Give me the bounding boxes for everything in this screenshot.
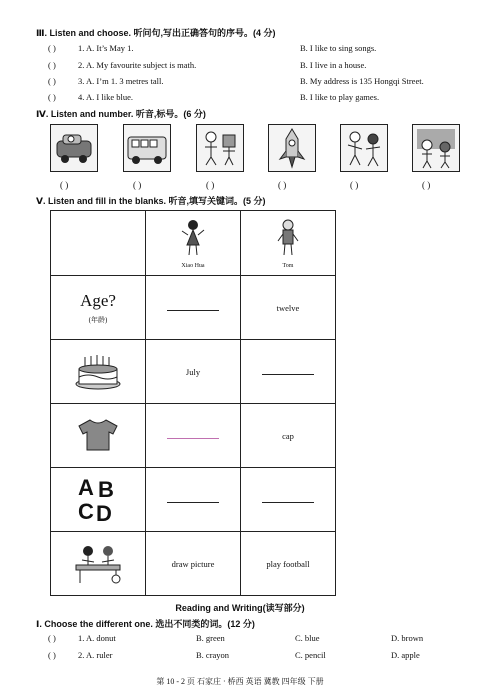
number-paren[interactable]: ( ) (206, 180, 215, 190)
answer-paren[interactable]: ( ) (48, 60, 56, 70)
option-a: 1. A. It’s May 1. (78, 43, 134, 53)
option-d: D. apple (391, 650, 420, 660)
answer-cell (241, 532, 336, 596)
blank-cell[interactable] (241, 340, 336, 404)
number-paren[interactable]: ( ) (278, 180, 287, 190)
blank-cell[interactable] (146, 468, 241, 532)
svg-text:B: B (98, 476, 114, 502)
blank-cell[interactable] (241, 468, 336, 532)
answer-paren[interactable]: ( ) (48, 43, 56, 53)
section-4-title: Ⅳ. Listen and number. 听音,标号。(6 分) (36, 109, 206, 119)
tom-header (241, 211, 336, 276)
tom-label: Tom (282, 263, 294, 269)
girl-icon (178, 217, 208, 261)
answer-cell (146, 340, 241, 404)
section-5-title: Ⅴ. Listen and fill in the blanks. 听音,填写关键词。(5 分) (36, 196, 266, 206)
blank-cell[interactable] (146, 404, 241, 468)
cell-text: draw picture (171, 558, 215, 569)
number-paren[interactable]: ( ) (350, 180, 359, 190)
section-3-title: Ⅲ. Listen and choose. 听问句,写出正确答句的序号。(4 分) (36, 28, 276, 38)
xiao-hua-label: Xiao Hua (181, 263, 205, 269)
svg-text:C: C (78, 498, 94, 524)
bus-picture (123, 124, 171, 172)
option-b: B. My address is 135 Hongqi Street. (300, 76, 424, 86)
option-b: B. crayon (196, 650, 230, 660)
cake-cell (51, 340, 146, 404)
option-b: B. green (196, 633, 225, 643)
section-1-title: Ⅰ. Choose the different one. 选出不同类的词。(12 分) (36, 619, 255, 629)
answer-paren[interactable]: ( ) (48, 76, 56, 86)
t-shirt-icon (75, 417, 121, 453)
answer-paren[interactable]: ( ) (48, 92, 56, 102)
cell-text: twelve (276, 302, 300, 313)
svg-text:D: D (96, 500, 112, 525)
cell-text: play football (266, 558, 310, 569)
blank-cell[interactable] (146, 276, 241, 340)
answer-blank[interactable] (262, 373, 314, 375)
svg-text:A: A (78, 474, 94, 500)
option-b: B. I live in a house. (300, 60, 367, 70)
number-paren[interactable]: ( ) (422, 180, 431, 190)
fill-in-table (50, 210, 336, 596)
age-sub-label: (年龄) (88, 315, 108, 324)
option-a: 2. A. ruler (78, 650, 113, 660)
birthday-cake-icon (73, 351, 123, 391)
option-d: D. brown (391, 633, 424, 643)
reading-writing-title: Reading and Writing(读写部分) (175, 603, 305, 613)
option-a: 1. A. donut (78, 633, 116, 643)
age-cell (51, 276, 146, 340)
children-picture (340, 124, 388, 172)
option-b: B. I like to play games. (300, 92, 380, 102)
answer-paren[interactable]: ( ) (48, 650, 56, 660)
car-picture (50, 124, 98, 172)
cell-text: cap (282, 430, 294, 441)
shirt-cell (51, 404, 146, 468)
option-b: B. I like to sing songs. (300, 43, 377, 53)
abcd-letters-icon (74, 473, 122, 525)
option-a: 2. A. My favourite subject is math. (78, 60, 197, 70)
option-c: C. pencil (295, 650, 326, 660)
kids-playing-icon (72, 541, 124, 585)
kids-cell (51, 532, 146, 596)
number-paren[interactable]: ( ) (133, 180, 142, 190)
answer-blank[interactable] (167, 501, 219, 503)
answer-blank[interactable] (262, 501, 314, 503)
answer-cell (241, 404, 336, 468)
option-c: C. blue (295, 633, 320, 643)
answer-blank[interactable] (167, 309, 219, 311)
page-footer: 第 10 - 2 页 石家庄 · 桥西 英语 冀教 四年级 下册 (156, 677, 324, 686)
answer-cell (241, 276, 336, 340)
boy-icon (273, 217, 303, 261)
option-a: 3. A. I’m 1. 3 metres tall. (78, 76, 164, 86)
rocket-picture (268, 124, 316, 172)
xiao-hua-header (146, 211, 241, 276)
answer-cell (146, 532, 241, 596)
letters-cell (51, 468, 146, 532)
answer-blank[interactable] (167, 437, 219, 439)
dancers-picture (196, 124, 244, 172)
number-paren[interactable]: ( ) (60, 180, 69, 190)
option-a: 4. A. I like blue. (78, 92, 134, 102)
age-label: Age? (80, 290, 116, 310)
answer-paren[interactable]: ( ) (48, 633, 56, 643)
cell-text: July (185, 366, 201, 377)
people-picture (412, 124, 460, 172)
empty-header-cell (51, 211, 146, 276)
